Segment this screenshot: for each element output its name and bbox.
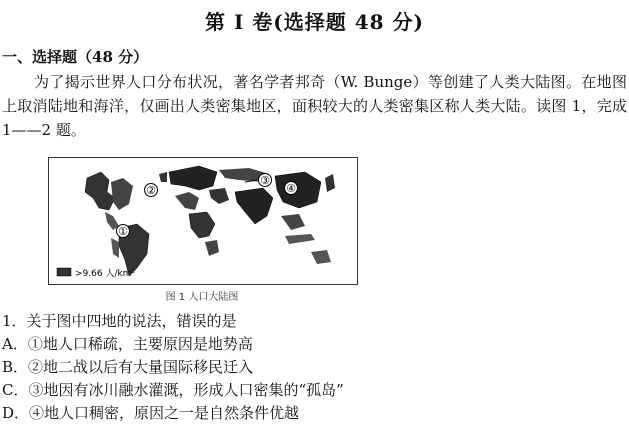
landmass-uk — [159, 172, 167, 182]
map-frame — [48, 157, 358, 285]
landmass-australia — [311, 250, 331, 264]
landmass-europe — [169, 166, 217, 190]
landmass-central-america — [105, 212, 119, 230]
legend-swatch — [57, 268, 71, 276]
question-stem: 1．关于图中四地的说法，错误的是 — [2, 312, 237, 330]
landmass-southeast-asia — [281, 214, 305, 230]
landmass-north-america — [85, 172, 115, 210]
landmass-north-africa — [175, 192, 199, 210]
landmass-japan — [325, 174, 335, 192]
option-c: C．③地因有冰川融水灌溉，形成人口密集的“孤岛” — [2, 381, 344, 399]
population-map-svg — [49, 158, 357, 284]
option-b: B．②地二战以后有大量国际移民迁入 — [2, 358, 254, 376]
intro-paragraph: 为了揭示世界人口分布状况，著名学者邦奇（W. Bunge）等创建了人类大陆图。在地图上取消陆地和海洋，仅画出人类密集地区，面积较大的人类密集区称人类大陆。读图 1，完成 1——2 题。 — [2, 73, 627, 139]
landmass-east-asia — [275, 172, 321, 208]
option-d: D．④地人口稠密，原因之一是自然条件优越 — [2, 404, 300, 422]
landmass-south-america-west — [111, 238, 119, 258]
landmass-south-asia — [235, 188, 273, 224]
legend-text: >9.66 人/km² — [75, 269, 136, 279]
marker-4-label: ④ — [286, 182, 296, 195]
figure-caption: 图 1 人口大陆图 — [165, 292, 239, 303]
landmass-north-america-east — [111, 178, 133, 210]
marker-3-label: ③ — [260, 174, 270, 187]
option-a: A．①地人口稀疏，主要原因是地势高 — [2, 335, 253, 353]
landmass-indonesia — [285, 234, 315, 244]
landmass-central-africa — [189, 212, 215, 238]
landmass-south-africa — [205, 240, 219, 256]
section-heading: 一、选择题（48 分） — [2, 48, 149, 66]
marker-1-label: ① — [118, 225, 128, 238]
landmass-middle-east — [209, 188, 229, 204]
page-title: 第 I 卷(选择题 48 分) — [205, 10, 424, 34]
marker-2-label: ② — [146, 184, 156, 197]
figure-population-map — [48, 157, 358, 307]
